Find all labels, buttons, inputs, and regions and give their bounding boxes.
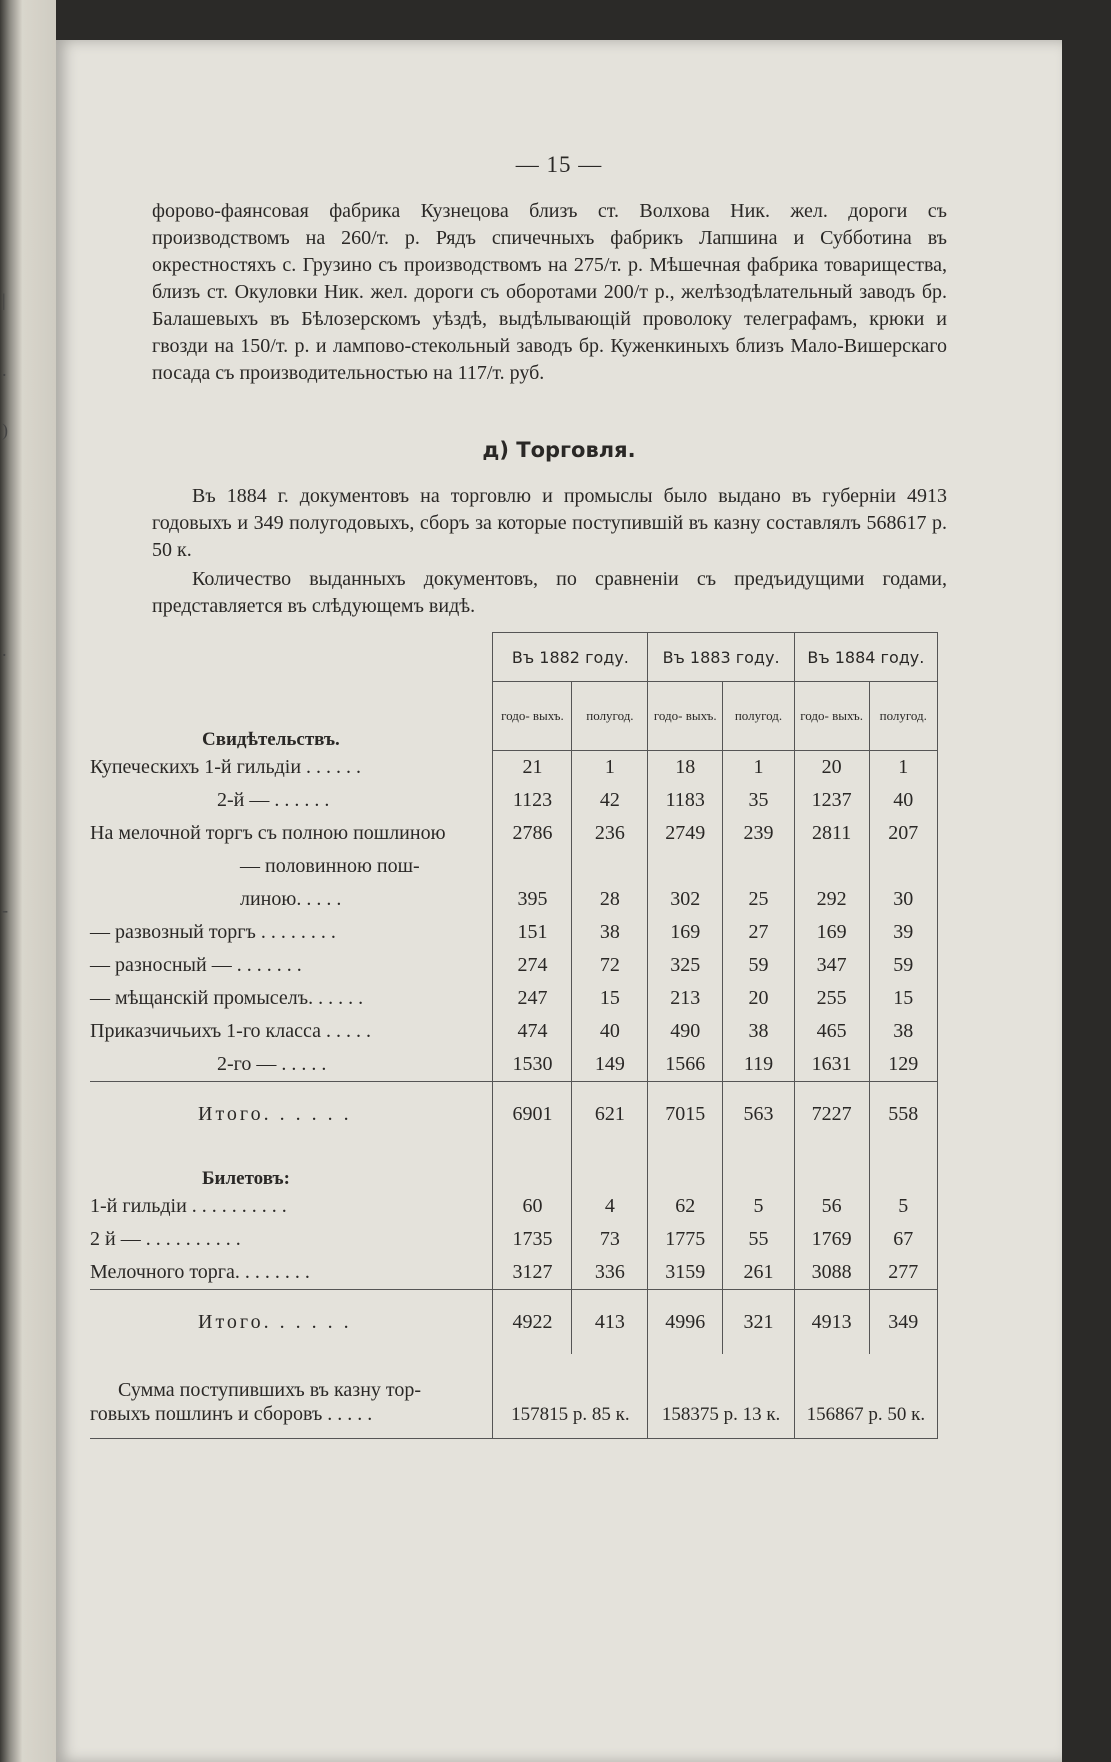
cell-value: 277 (869, 1256, 937, 1290)
table-row (90, 1223, 938, 1256)
cell-value (794, 850, 869, 883)
table-row (90, 949, 938, 982)
cell-value: 321 (723, 1290, 795, 1355)
cell-value: 20 (723, 982, 795, 1015)
table-row (90, 916, 938, 949)
row-label: 2-го — . . . . . (217, 1053, 327, 1075)
row-label: На мелочной торгъ съ полною пошлиною (90, 822, 446, 844)
cell-value: 38 (869, 1015, 937, 1048)
cell-value: 28 (572, 883, 648, 916)
cell-value: 621 (572, 1082, 648, 1147)
cell-value: 302 (648, 883, 723, 916)
edge-mark: . (2, 360, 7, 380)
cell-value: 151 (493, 916, 572, 949)
cell-value: 67 (869, 1223, 937, 1256)
cell-value: 1735 (493, 1223, 572, 1256)
table-row (90, 1048, 938, 1082)
cell-value: 60 (493, 1190, 572, 1223)
cell-value (572, 850, 648, 883)
cell-value: 30 (869, 883, 937, 916)
row-label: Приказчичьихъ 1-го класса . . . . . (90, 1020, 371, 1042)
cell-value: 1631 (794, 1048, 869, 1082)
cell-value: 1 (869, 751, 937, 785)
cell-value: 169 (648, 916, 723, 949)
cell-value: 6901 (493, 1082, 572, 1147)
cell-value: 247 (493, 982, 572, 1015)
cell-value: 59 (723, 949, 795, 982)
row-label: Итого. . . . . . (90, 1082, 493, 1147)
cell-value: 5 (869, 1190, 937, 1223)
cell-value: 56 (794, 1190, 869, 1223)
sum-1883: 158375 р. 13 к. (648, 1354, 794, 1439)
cell-value: 1237 (794, 784, 869, 817)
row-label: линою. . . . . (240, 888, 342, 910)
row-label: 1-й гильдіи . . . . . . . . . . (90, 1195, 287, 1217)
subheader-row (90, 682, 938, 751)
sum-1882: 157815 р. 85 к. (493, 1354, 648, 1439)
cell-value: 1566 (648, 1048, 723, 1082)
sum-label-line1: Сумма поступившихъ въ казну тор- (118, 1379, 422, 1401)
cell-value: 1123 (493, 784, 572, 817)
cell-value: 7227 (794, 1082, 869, 1147)
sum-label-line2: говыхъ пошлинъ и сборовъ . . . . . (90, 1403, 373, 1425)
cell-value: 1 (723, 751, 795, 785)
cell-value: 261 (723, 1256, 795, 1290)
cell-value: 73 (572, 1223, 648, 1256)
year-header-1884: Въ 1884 году. (794, 633, 937, 682)
cell-value: 15 (572, 982, 648, 1015)
cell-value: 465 (794, 1015, 869, 1048)
cell-value: 35 (723, 784, 795, 817)
edge-mark: - (2, 900, 8, 920)
document-page (56, 40, 1062, 1762)
cell-value: 1183 (648, 784, 723, 817)
col-semiannual-header: полугод. (723, 682, 795, 751)
page-number: — 15 — (515, 152, 603, 177)
cell-value: 62 (648, 1190, 723, 1223)
col-semiannual-header: полугод. (869, 682, 937, 751)
row-label: 2-й — . . . . . . (217, 789, 330, 811)
edge-mark: . (2, 640, 7, 660)
row-label: Мелочного торга. . . . . . . . (90, 1261, 310, 1283)
cell-value: 59 (869, 949, 937, 982)
cell-value: 490 (648, 1015, 723, 1048)
cell-value: 474 (493, 1015, 572, 1048)
col-annual-header: годо- выхъ. (493, 682, 572, 751)
paragraph-comparison: Количество выданныхъ документовъ, по сравненіи съ предъидущими годами, представляется въ слѣдующемъ видѣ. (152, 568, 947, 617)
row-label: 2 й — . . . . . . . . . . (90, 1228, 241, 1250)
row-label: Купеческихъ 1-й гильдіи . . . . . . (90, 755, 362, 778)
cell-value: 2786 (493, 817, 572, 850)
col-semiannual-header: полугод. (572, 682, 648, 751)
cell-value: 72 (572, 949, 648, 982)
cell-value: 349 (869, 1290, 937, 1355)
table-row (90, 883, 938, 916)
table-row (90, 850, 938, 883)
sum-label (90, 1354, 493, 1439)
cell-value: 255 (794, 982, 869, 1015)
table-row (90, 784, 938, 817)
section-label-tickets: Билетовъ: (202, 1168, 290, 1189)
cell-value: 1 (572, 751, 648, 785)
total-row-tickets (90, 1290, 938, 1355)
cell-value: 2811 (794, 817, 869, 850)
cell-value (723, 850, 795, 883)
cell-value: 347 (794, 949, 869, 982)
table-row (90, 1256, 938, 1290)
cell-value (648, 850, 723, 883)
row-label: — разносный — . . . . . . . (90, 954, 302, 976)
cell-value: 5 (723, 1190, 795, 1223)
cell-value: 38 (723, 1015, 795, 1048)
cell-value: 1530 (493, 1048, 572, 1082)
paragraph-documents-issued: Въ 1884 г. документовъ на торговлю и промыслы было выдано въ губерніи 4913 годовыхъ и 349 полугодовыхъ, сборъ за которые поступившій въ казну составлялъ 568617 р. 50 к. (152, 485, 947, 561)
cell-value: 274 (493, 949, 572, 982)
cell-value (869, 850, 937, 883)
col-annual-header: годо- выхъ. (648, 682, 723, 751)
row-label: Итого. . . . . . (90, 1290, 493, 1355)
cell-value: 39 (869, 916, 937, 949)
cell-value: 3127 (493, 1256, 572, 1290)
cell-value: 129 (869, 1048, 937, 1082)
cell-value: 1775 (648, 1223, 723, 1256)
table-row (90, 982, 938, 1015)
cell-value: 4996 (648, 1290, 723, 1355)
row-label: — развозный торгъ . . . . . . . . (90, 921, 336, 943)
cell-value: 336 (572, 1256, 648, 1290)
year-header-1882: Въ 1882 году. (493, 633, 648, 682)
cell-value: 27 (723, 916, 795, 949)
row-label: — мѣщанскій промыселъ. . . . . . (90, 987, 364, 1009)
row-label: — половинною пош- (240, 855, 420, 877)
cell-value: 563 (723, 1082, 795, 1147)
cell-value: 18 (648, 751, 723, 785)
edge-mark: | (2, 290, 6, 310)
cell-value: 558 (869, 1082, 937, 1147)
cell-value: 4913 (794, 1290, 869, 1355)
cell-value: 40 (869, 784, 937, 817)
cell-value: 239 (723, 817, 795, 850)
cell-value: 149 (572, 1048, 648, 1082)
sum-row (90, 1354, 938, 1439)
cell-value: 21 (493, 751, 572, 785)
cell-value: 25 (723, 883, 795, 916)
cell-value: 169 (794, 916, 869, 949)
intro-paragraph: форово-фаянсовая фабрика Кузнецова близъ ст. Волхова Ник. жел. дороги съ производствомъ на 260/т. р. Рядъ спичечныхъ фабрикъ Лапшина и Субботина въ окрестностяхъ с. Грузино съ производствомъ на 275/т. р. Мѣшечная фабрика товарищества, близъ ст. Окуловки Ник. жел. дороги съ оборотами 200/т р., желѣзодѣлательный заводъ бр. Балашевыхъ въ Бѣлозерскомъ уѣздѣ, выдѣлывающій проволоку телеграфамъ, крюки и гвозди на 150/т. р. и лампово-стекольный заводъ бр. Куженкиныхъ близъ Мало-Вишерскаго посада съ производительностью на 117/т. руб. (152, 200, 947, 384)
year-header-row (90, 633, 938, 682)
cell-value: 3088 (794, 1256, 869, 1290)
cell-value: 292 (794, 883, 869, 916)
cell-value (493, 850, 572, 883)
cell-value: 20 (794, 751, 869, 785)
cell-value: 395 (493, 883, 572, 916)
cell-value: 413 (572, 1290, 648, 1355)
cell-value: 55 (723, 1223, 795, 1256)
cell-value: 2749 (648, 817, 723, 850)
trade-documents-table (90, 632, 938, 1439)
cell-value: 119 (723, 1048, 795, 1082)
section-label-certificates: Свидѣтельствъ. (202, 728, 340, 750)
cell-value: 236 (572, 817, 648, 850)
table-row (90, 751, 938, 785)
col-annual-header: годо- выхъ. (794, 682, 869, 751)
table-row (90, 1190, 938, 1223)
table-row (90, 1015, 938, 1048)
table-row (90, 817, 938, 850)
section-row-tickets (90, 1146, 938, 1190)
cell-value: 213 (648, 982, 723, 1015)
total-row-certificates (90, 1082, 938, 1147)
cell-value: 4922 (493, 1290, 572, 1355)
adjacent-page-edge (0, 0, 56, 1762)
cell-value: 207 (869, 817, 937, 850)
cell-value: 4 (572, 1190, 648, 1223)
cell-value: 3159 (648, 1256, 723, 1290)
cell-value: 325 (648, 949, 723, 982)
edge-mark: ) (2, 420, 8, 440)
cell-value: 1769 (794, 1223, 869, 1256)
cell-value: 42 (572, 784, 648, 817)
cell-value: 15 (869, 982, 937, 1015)
year-header-1883: Въ 1883 году. (648, 633, 794, 682)
cell-value: 40 (572, 1015, 648, 1048)
cell-value: 38 (572, 916, 648, 949)
sum-1884: 156867 р. 50 к. (794, 1354, 937, 1439)
section-heading: д) Торговля. (482, 438, 636, 462)
cell-value: 7015 (648, 1082, 723, 1147)
